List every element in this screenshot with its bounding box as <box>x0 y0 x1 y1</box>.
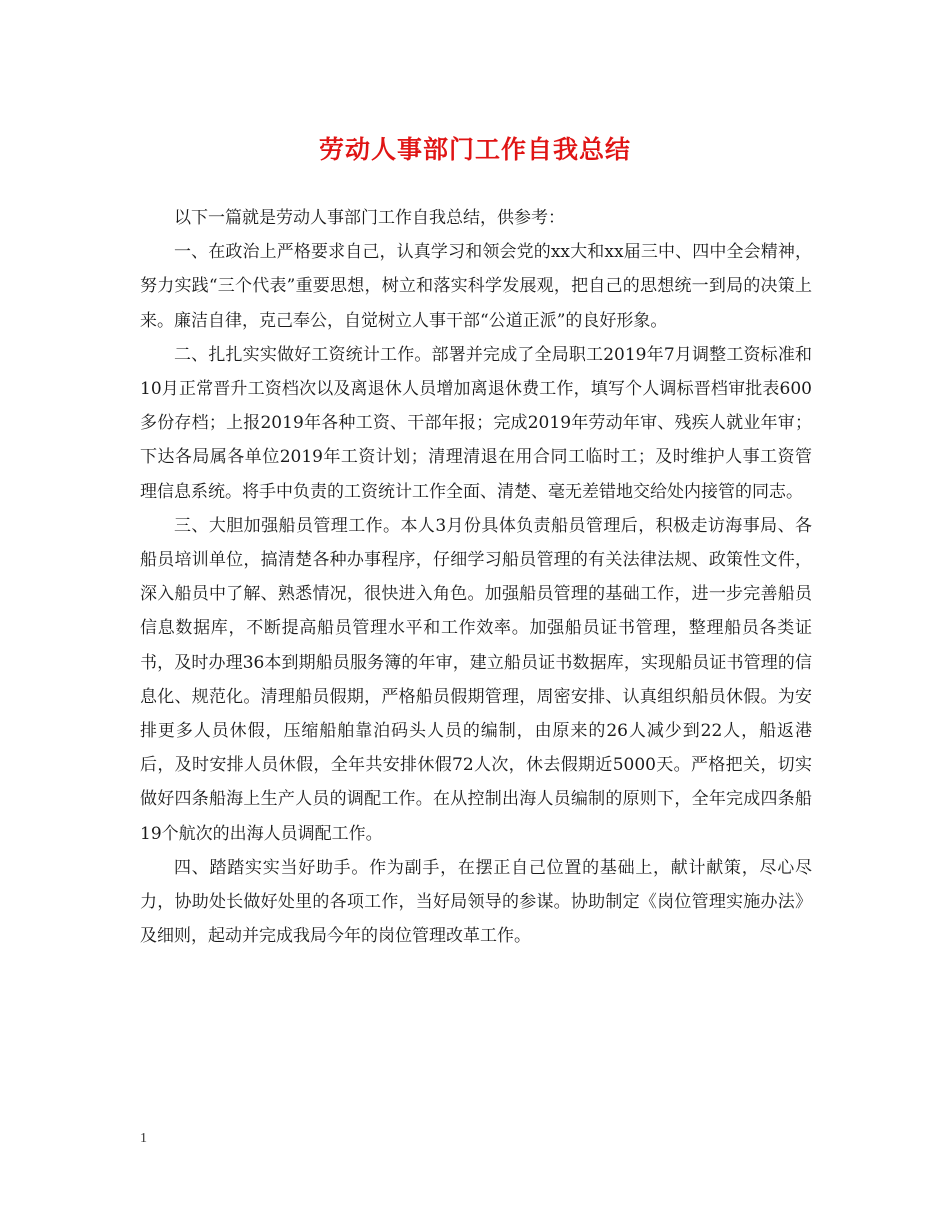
paragraph-assistant-role: 四、踏踏实实当好助手。作为副手，在摆正自己位置的基础上，献计献策，尽心尽力，协助处长做好处里的各项工作，当好局领导的参谋。协助制定《岗位管理实施办法》及细则，起动并完成我局今年的岗位管理改革工作。 <box>140 857 812 947</box>
document-title: 劳动人事部门工作自我总结 <box>318 135 631 164</box>
paragraph-salary-statistics: 二、扎扎实实做好工资统计工作。部署并完成了全局职工2019年7月调整工资标准和10月正常晋升工资档次以及离退休人员增加离退休费工作，填写个人调标晋档审批表600多份存档；上报2019年各种工资、干部年报；完成2019年劳动年审、残疾人就业年审；下达各局属各单位2019年工资计划；清理清退在用合同工临时工；及时维护人事工资管理信息系统。将手中负责的工资统计工作全面、清楚、毫无差错地交给处内接管的同志。 <box>140 344 812 502</box>
page-number: 1 <box>140 1131 147 1146</box>
intro-paragraph: 以下一篇就是劳动人事部门工作自我总结，供参考： <box>174 208 565 228</box>
document-body <box>140 201 812 953</box>
paragraph-crew-management: 三、大胆加强船员管理工作。本人3月份具体负责船员管理后，积极走访海事局、各船员培训单位，搞清楚各种办事程序，仔细学习船员管理的有关法律法规、政策性文件，深入船员中了解、熟悉情况，很快进入角色。加强船员管理的基础工作，进一步完善船员信息数据库，不断提高船员管理水平和工作效率。加强船员证书管理，整理船员各类证书，及时办理36本到期船员服务簿的年审，建立船员证书数据库，实现船员证书管理的信息化、规范化。清理船员假期，严格船员假期管理，周密安排、认真组织船员休假。为安排更多人员休假，压缩船舶靠泊码头人员的编制，由原来的26人减少到22人，船返港后，及时安排人员休假，全年共安排休假72人次，休去假期近5000天。严格把关，切实做好四条船海上生产人员的调配工作。在从控制出海人员编制的原则下，全年完成四条船19个航次的出海人员调配工作。 <box>140 515 812 844</box>
paragraph-political: 一、在政治上严格要求自己，认真学习和领会党的xx大和xx届三中、四中全会精神，努力实践“三个代表”重要思想，树立和落实科学发展观，把自己的思想统一到局的决策上来。廉洁自律，克己奉公，自觉树立人事干部“公道正派”的良好形象。 <box>140 242 812 331</box>
